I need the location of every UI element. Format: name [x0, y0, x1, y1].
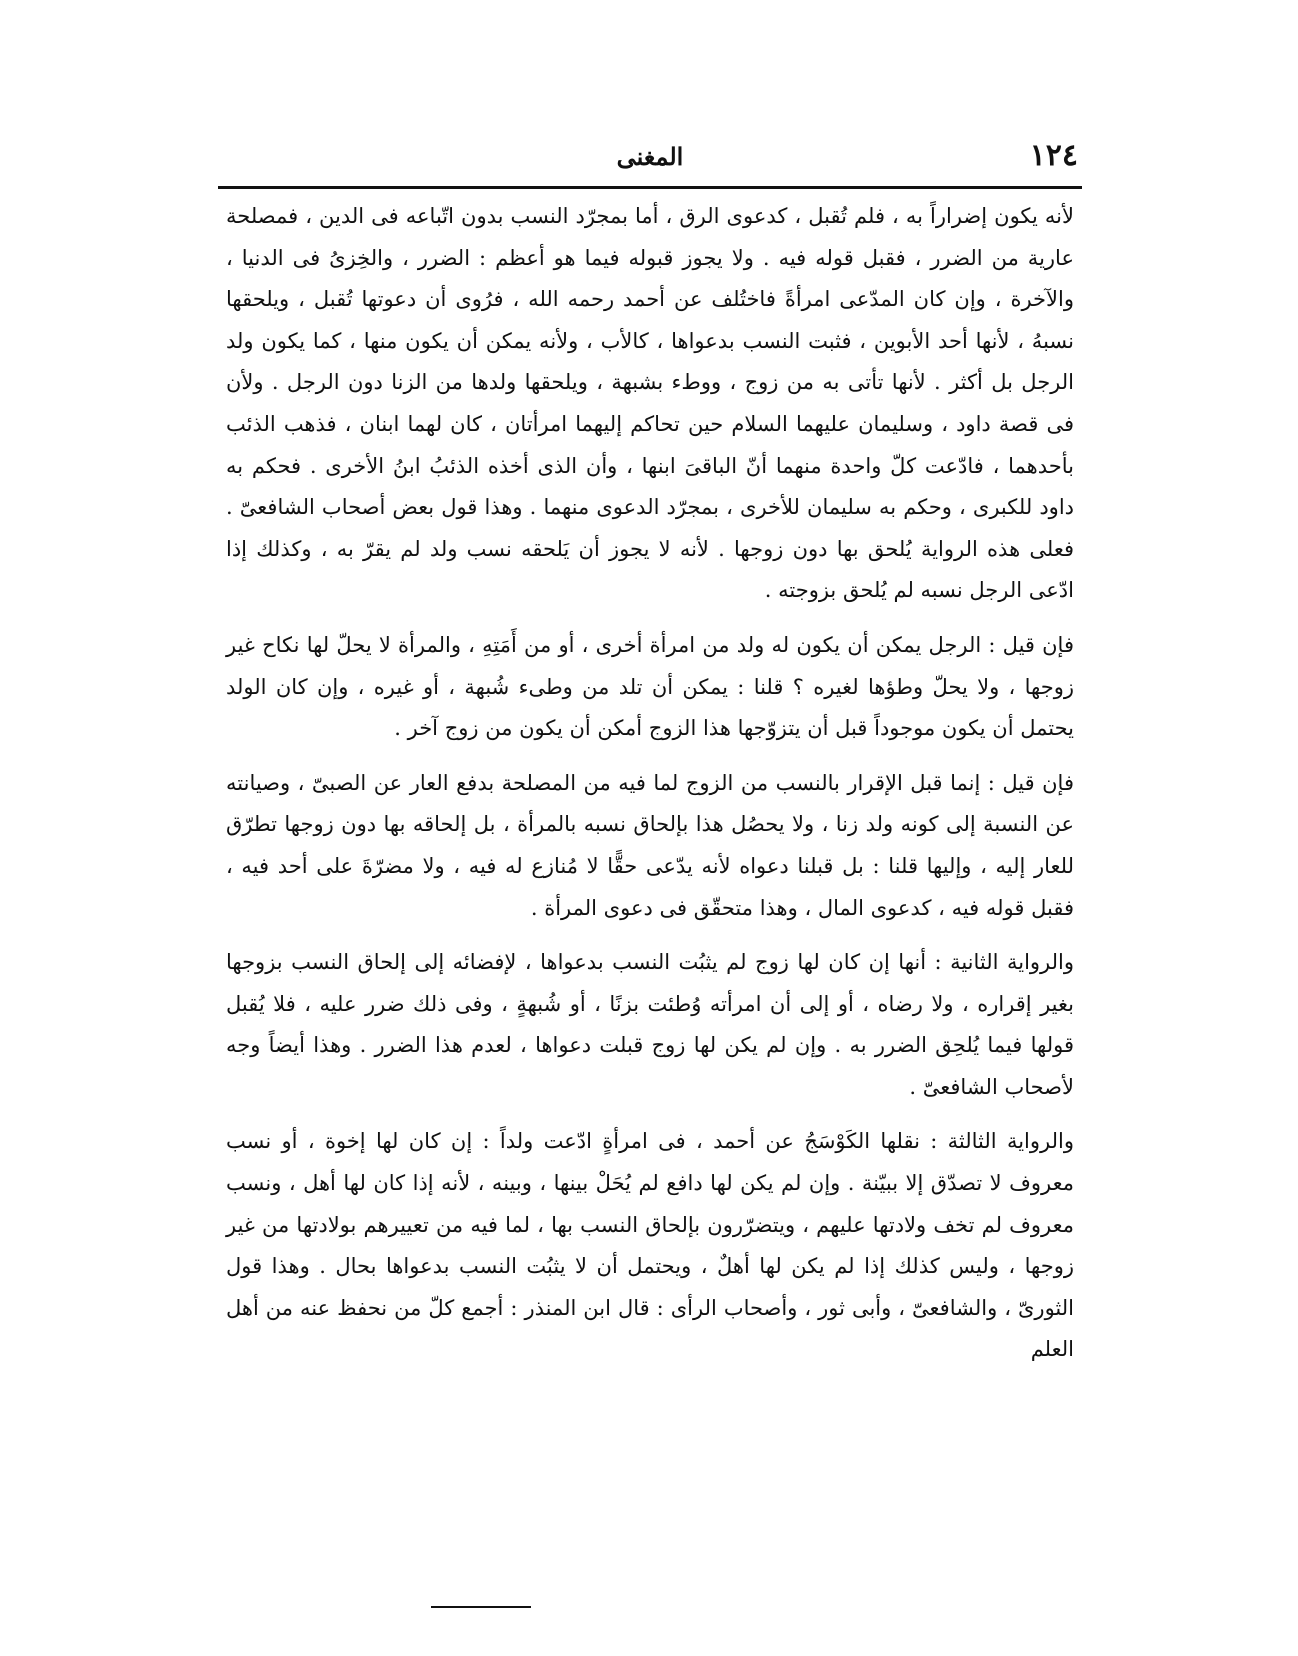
page-header	[218, 138, 1082, 178]
header-divider	[218, 186, 1082, 189]
body-text	[226, 196, 1074, 1371]
paragraph-3: فإن قيل : إنما قبل الإقرار بالنسب من الزوج لما فيه من المصلحة بدفع العار عن الصبىّ ، وصيانته عن النسبة إلى كونه ولد زنا ، ولا يحصُل هذا بإلحاق نسبه بالمرأة ، بل إلحاقه بها دون زوجها تطرّق للعار إليه ، وإليها قلنا : بل قبلنا دعواه لأنه يدّعى حقًّا لا مُنازع له فيه ، ولا مضرّةَ على أحد فيه ، فقبل قوله فيه ، كدعوى المال ، وهذا متحقّق فى دعوى المرأة .	[226, 770, 1074, 920]
book-title: المغنى	[616, 142, 684, 171]
footnote-divider	[431, 1606, 531, 1608]
paragraph-1: لأنه يكون إضراراً به ، فلم تُقبل ، كدعوى الرق ، أما بمجرّد النسب بدون اتّباعه فى الدين ، فمصلحة عارية من الضرر ، فقبل قوله فيه . ولا يجوز قبوله فيما هو أعظم : الضرر ، والخِزىُ فى الدنيا ، والآخرة ، وإن كان المدّعى امرأةً فاختُلف عن أحمد رحمه الله ، فرُوى أن دعوتها تُقبل ، ويلحقها نسبهُ ، لأنها أحد الأبوين ، فثبت النسب بدعواها ، كالأب ، ولأنه يمكن أن يكون منها ، كما يكون ولد الرجل بل أكثر . لأنها تأتى به من زوج ، ووطء بشبهة ، ويلحقها ولدها من الزنا دون الرجل . ولأن فى قصة داود ، وسليمان عليهما السلام حين تحاكم إليهما امرأتان ، كان لهما ابنان ، فذهب الذئب بأحدهما ، فادّعت كلّ واحدة منهما أنّ الباقىَ ابنها ، وأن الذى أخذه الذئبُ ابنُ الأخرى . فحكم به داود للكبرى ، وحكم به سليمان للأخرى ، بمجرّد الدعوى منهما . وهذا قول بعض أصحاب الشافعىّ . فعلى هذه الرواية يُلحق بها دون زوجها . لأنه لا يجوز أن يَلحقه نسب ولد لم يقرّ به ، وكذلك إذا ادّعى الرجل نسبه لم يُلحق بزوجته .	[226, 204, 1075, 603]
page-number: ١٢٤	[1029, 138, 1078, 173]
paragraph-2: فإن قيل : الرجل يمكن أن يكون له ولد من امرأة أخرى ، أو من أَمَتِهِ ، والمرأة لا يحلّ لها نكاح غير زوجها ، ولا يحلّ وطؤها لغيره ؟ قلنا : يمكن أن تلد من وطىء شُبهة ، أو غيره ، وإن كان الولد يحتمل أن يكون موجوداً قبل أن يتزوّجها هذا الزوج أمكن أن يكون من زوج آخر .	[226, 632, 1074, 741]
paragraph-5: والرواية الثالثة : نقلها الكَوْسَجُ عن أحمد ، فى امرأةٍ ادّعت ولداً : إن كان لها إخوة ، أو نسب معروف لا تصدّق إلا ببيّنة . وإن لم يكن لها دافع لم يُحَلْ بينها ، وبينه ، لأنه إذا كان لها أهل ، ونسب معروف لم تخف ولادتها عليهم ، ويتضرّرون بإلحاق النسب بها ، لما فيه من تعييرهم بولادتها من غير زوجها ، وليس كذلك إذا لم يكن لها أهلٌ ، ويحتمل أن لا يثبُت النسب بدعواها بحال . وهذا قول الثورىّ ، والشافعىّ ، وأبى ثور ، وأصحاب الرأى : قال ابن المنذر : أجمع كلّ من نحفظ عنه من أهل العلم	[226, 1129, 1074, 1362]
paragraph-4: والرواية الثانية : أنها إن كان لها زوج لم يثبُت النسب بدعواها ، لإفضائه إلى إلحاق النسب بزوجها بغير إقراره ، ولا رضاه ، أو إلى أن امرأته وُطئت بزنًا ، أو شُبهةٍ ، وفى ذلك ضرر عليه ، فلا يُقبل قولها فيما يُلحِق الضرر به . وإن لم يكن لها زوج قبلت دعواها ، لعدم هذا الضرر . وهذا أيضاً وجه لأصحاب الشافعىّ .	[226, 950, 1074, 1099]
